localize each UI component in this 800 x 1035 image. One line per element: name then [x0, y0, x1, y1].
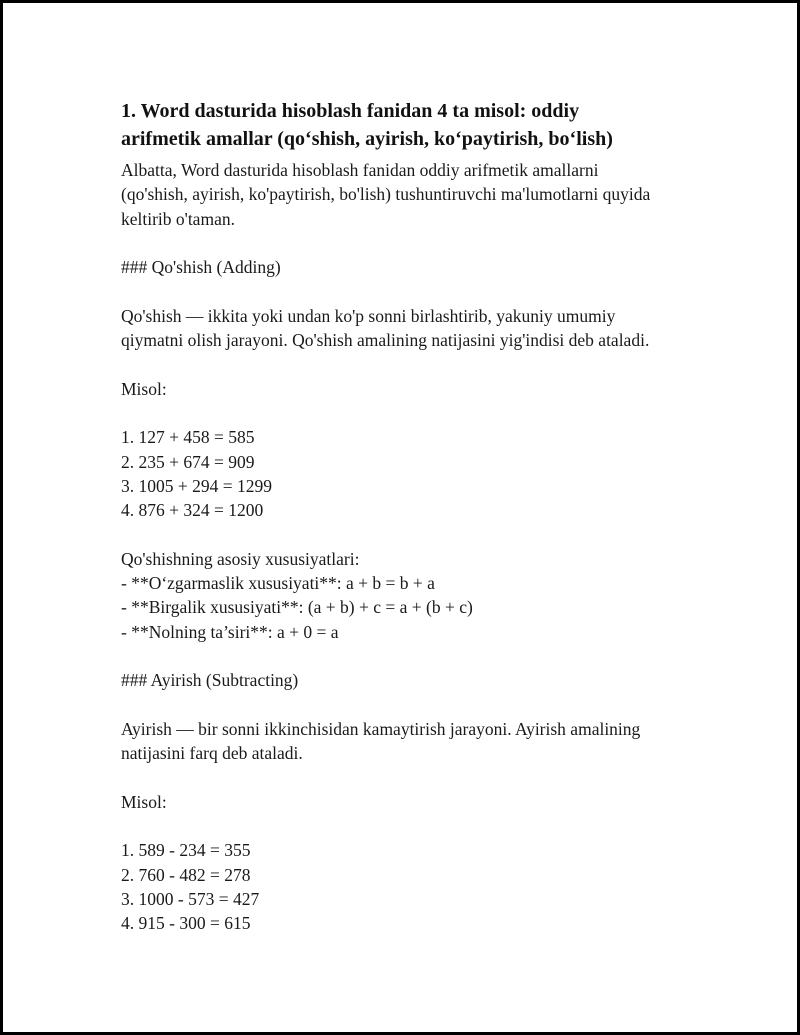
- subtracting-definition: Ayirish — bir sonni ikkinchisidan kamaytirish jarayoni. Ayirish amalining natijasini farq deb ataladi.: [121, 718, 641, 764]
- blank-line: [121, 401, 711, 425]
- subtracting-example-item: 4. 915 - 300 = 615: [121, 913, 251, 934]
- adding-property-item: - **Nolning ta’siri**: a + 0 = a: [121, 621, 339, 642]
- blank-line: [121, 231, 711, 255]
- adding-property-item: - **O‘zgarmaslik xususiyati**: a + b = b + a: [121, 573, 435, 594]
- blank-line: [121, 814, 711, 838]
- document-body: [121, 97, 711, 936]
- blank-line: [121, 352, 711, 376]
- intro-paragraph: Albatta, Word dasturida hisoblash fanidan oddiy arifmetik amallarni (qo'shish, ayirish, ko'paytirish, bo'lish) tushuntiruvchi ma'lumotlarni quyida keltirib o'taman.: [121, 160, 651, 229]
- subtracting-heading: ### Ayirish (Subtracting): [121, 670, 299, 691]
- adding-example-item: 3. 1005 + 294 = 1299: [121, 475, 272, 496]
- adding-example-item: 2. 235 + 674 = 909: [121, 451, 255, 472]
- blank-line: [121, 644, 711, 668]
- subtracting-example-item: 1. 589 - 234 = 355: [121, 840, 251, 861]
- adding-properties-label: Qo'shishning asosiy xususiyatlari:: [121, 548, 360, 569]
- adding-definition: Qo'shish — ikkita yoki undan ko'p sonni birlashtirib, yakuniy umumiy qiymatni olish jarayoni. Qo'shish amalining natijasini yig'indisi deb ataladi.: [121, 305, 650, 351]
- blank-line: [121, 693, 711, 717]
- subtracting-example-item: 3. 1000 - 573 = 427: [121, 888, 260, 909]
- adding-example-label: Misol:: [121, 378, 167, 399]
- document-title: 1. Word dasturida hisoblash fanidan 4 ta misol: oddiy arifmetik amallar (qo‘shish, ayirish, ko‘paytirish, bo‘lish): [121, 100, 613, 150]
- subtracting-example-label: Misol:: [121, 791, 167, 812]
- adding-example-item: 4. 876 + 324 = 1200: [121, 500, 264, 521]
- blank-line: [121, 279, 711, 303]
- adding-heading: ### Qo'shish (Adding): [121, 257, 281, 278]
- subtracting-example-item: 2. 760 - 482 = 278: [121, 864, 251, 885]
- adding-example-item: 1. 127 + 458 = 585: [121, 427, 255, 448]
- adding-property-item: - **Birgalik xususiyati**: (a + b) + c = a + (b + c): [121, 597, 473, 618]
- blank-line: [121, 522, 711, 546]
- blank-line: [121, 765, 711, 789]
